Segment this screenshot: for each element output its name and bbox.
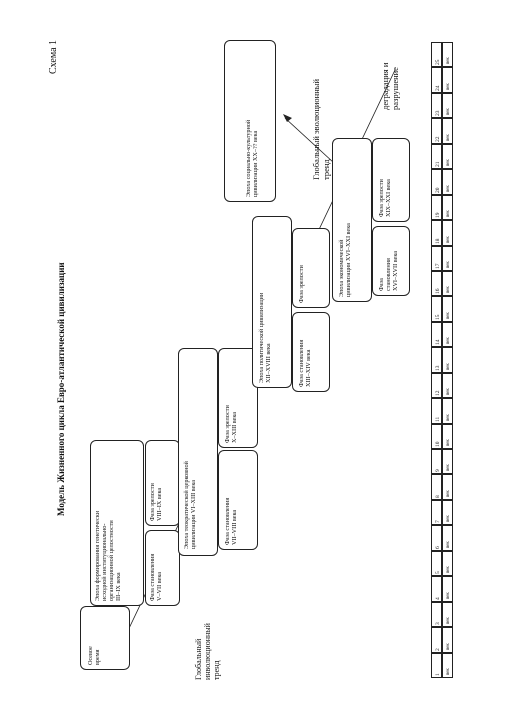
century-number-cell [431,93,442,118]
century-number: 2 [435,647,441,651]
century-number-cell [431,525,442,550]
century-number: 4 [435,596,441,600]
century-word-cell [442,347,453,372]
century-word: век [446,134,451,141]
box-phase-7-8: Фаза становления VII–VIII века [218,450,258,550]
century-number: 17 [435,263,441,269]
century-word: век [446,413,451,421]
century-word: век [446,668,451,675]
century-word-cell [442,653,453,678]
box-phase-15-18: Фаза зрелости [292,228,330,308]
century-number-cell [431,296,442,321]
century-number-cell [431,449,442,474]
century-number: 13 [435,365,441,371]
century-number-cell [431,500,442,525]
century-number: 16 [435,288,441,295]
century-number-cell [431,322,442,347]
century-word-cell [442,169,453,194]
century-word-cell [442,551,453,576]
century-word-cell [442,424,453,449]
involution-arrowhead [283,114,292,122]
century-number: 25 [435,59,441,66]
century-word-cell [442,398,453,423]
century-number-cell [431,398,442,423]
century-word: век [446,57,451,65]
century-word: век [446,210,451,218]
century-word: век [446,515,451,523]
century-number-cell [431,373,442,398]
century-word: век [446,642,451,650]
century-word: век [446,617,451,625]
century-number-cell [431,653,442,678]
century-word-cell [442,296,453,321]
century-word: век [446,286,451,294]
century-number: 14 [435,339,441,346]
century-number: 7 [435,520,441,524]
century-number: 21 [435,161,441,168]
century-number-cell [431,424,442,449]
box-social-epoch: Эпоха социально-культурной цивилизации XX–?? века [224,40,276,202]
century-number: 19 [435,212,441,219]
page-title: Модель Жизненного цикла Евро-атлантической цивилизации [56,262,66,516]
century-number: 11 [435,416,441,422]
century-word: век [446,490,451,497]
century-number: 12 [435,390,441,397]
century-word: век [446,439,451,447]
century-word-cell [442,220,453,245]
century-word: век [446,184,451,192]
century-number: 15 [435,314,441,320]
box-genesis-epoch: Эпоха формирования генетически исходной институционально- организационной целостности III–IX века [90,440,144,606]
century-word-cell [442,500,453,525]
century-word: век [446,337,451,345]
century-word: век [446,541,451,548]
box-phase-13-14: Фаза становления XIII–XIV века [292,312,330,392]
box-phase-19-21: Фаза зрелости XIX–XXI века [372,138,410,222]
century-word: век [446,235,451,243]
scheme-label: Схема 1 [48,39,59,74]
century-number-cell [431,118,442,143]
century-word: век [446,591,451,599]
century-number: 6 [435,546,441,549]
century-word-cell [442,602,453,627]
century-word-cell [442,627,453,652]
century-number-cell [431,347,442,372]
box-phase-8-9: Фаза зрелости VIII–IX века [145,440,180,526]
box-church-epoch: Эпоха теократической церковной цивилизации VI–XIII века [178,348,218,556]
century-word-cell [442,271,453,296]
century-number-cell [431,602,442,627]
century-word-cell [442,93,453,118]
century-number: 23 [435,110,441,117]
century-number-cell [431,220,442,245]
label-global-evolution: Глобальный эволюционный тренд [311,78,331,180]
century-number-cell [431,576,442,601]
century-number-cell [431,627,442,652]
century-number: 1 [435,673,441,676]
century-number: 5 [435,571,441,575]
box-phase-10-13: Фаза зрелости X–XIII века [218,348,258,448]
century-number: 8 [435,495,441,498]
century-word-cell [442,525,453,550]
century-number-cell [431,67,442,92]
century-number: 9 [435,469,441,473]
label-degradation: деградация и разрушение [380,62,400,110]
century-word: век [446,363,451,370]
century-word-cell [442,144,453,169]
century-word-cell [442,118,453,143]
box-axis-time: Осевое время [80,606,130,670]
century-word: век [446,388,451,396]
century-number-cell [431,42,442,67]
box-political-epoch: Эпоха политической цивилизации XII–XVIII века [252,216,292,388]
label-global-involution: Глобальный инволюционный тренд [194,623,221,680]
century-word-cell [442,373,453,398]
century-number-cell [431,195,442,220]
century-word: век [446,261,451,268]
century-word-cell [442,322,453,347]
century-number-cell [431,169,442,194]
century-number: 10 [435,441,441,448]
box-phase-5-7: Фаза становления V–VII века [145,530,180,606]
century-word: век [446,464,451,472]
century-word-cell [442,449,453,474]
century-grid [431,42,453,678]
century-number-cell [431,144,442,169]
box-economic-epoch: Эпоха экономической цивилизации XVI–XXI века [332,138,372,302]
century-number: 24 [435,85,441,91]
century-word-cell [442,474,453,499]
century-number-cell [431,474,442,499]
century-word-cell [442,42,453,67]
century-word-cell [442,67,453,92]
century-word: век [446,159,451,167]
century-word: век [446,83,451,90]
century-number: 22 [435,136,441,142]
century-number-cell [431,551,442,576]
century-number: 18 [435,238,441,244]
century-number: 3 [435,622,441,626]
century-word: век [446,566,451,574]
century-word: век [446,108,451,116]
century-number-cell [431,271,442,296]
century-word-cell [442,246,453,271]
century-word-cell [442,195,453,220]
century-word-cell [442,576,453,601]
century-word: век [446,312,451,319]
box-phase-16-17: Фаза становления XVI–XVII века [372,226,410,296]
century-number: 20 [435,187,441,193]
century-number-cell [431,246,442,271]
